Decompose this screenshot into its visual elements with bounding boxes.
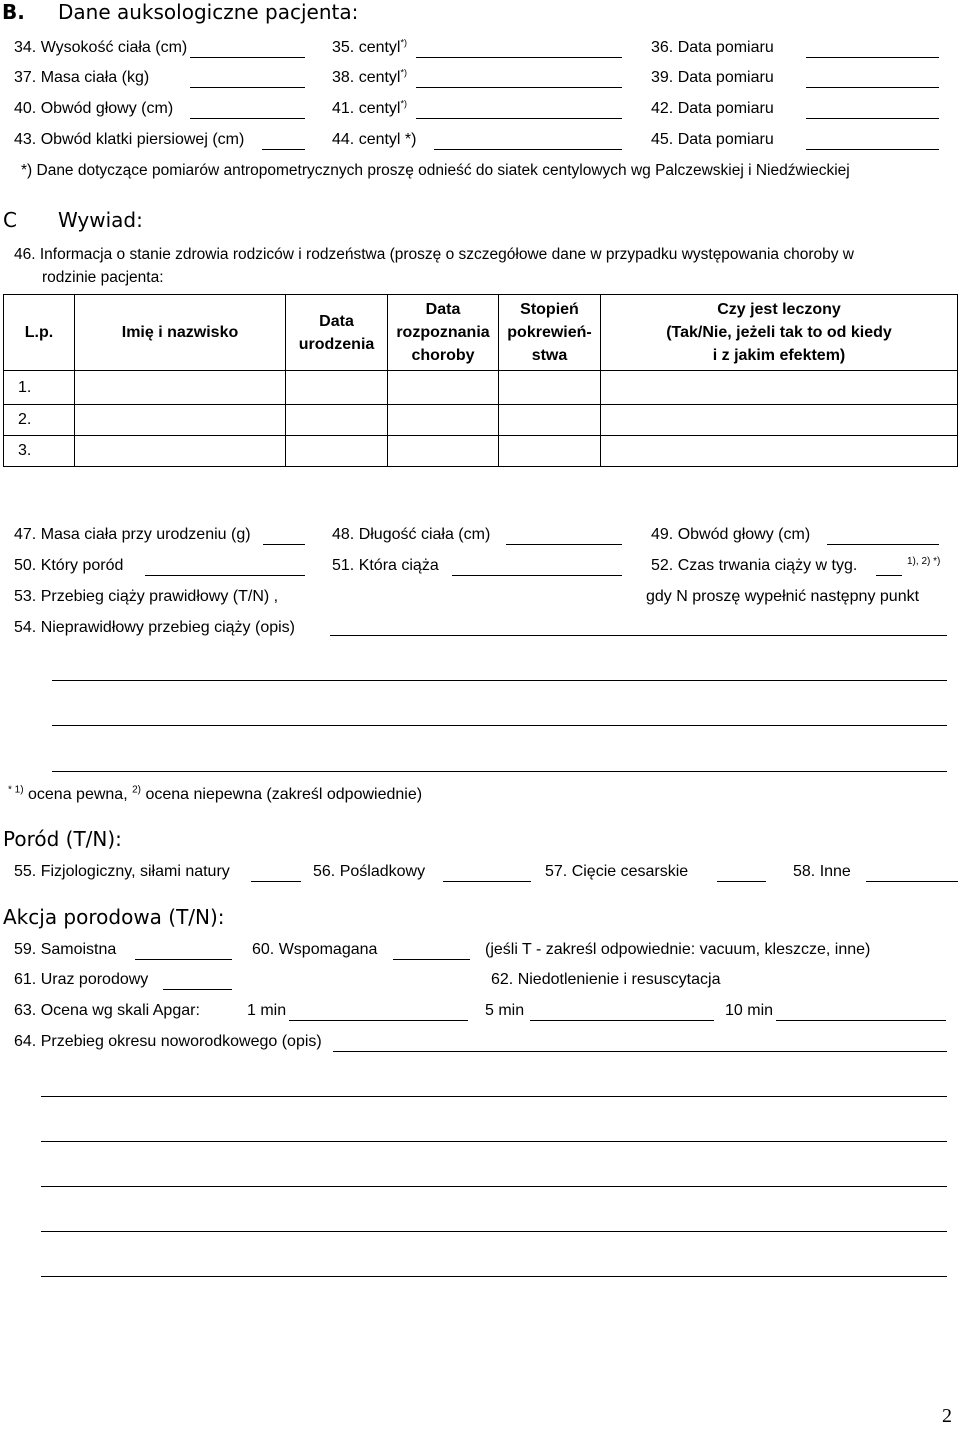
field-43-input[interactable] [262, 149, 305, 150]
cell-kinship[interactable] [499, 405, 601, 436]
col-lp-header: L.p. [4, 295, 75, 371]
field-45-label: 45. Data pomiaru [651, 131, 774, 148]
field-57-label: 57. Cięcie cesarskie [545, 863, 689, 880]
apgar-1min-label: 1 min [247, 1002, 287, 1019]
field-39-input[interactable] [806, 87, 939, 88]
field-48-input[interactable] [506, 544, 622, 545]
field-64-input[interactable] [333, 1051, 947, 1052]
field-48-label: 48. Długość ciała (cm) [332, 526, 491, 543]
page-number: 2 [942, 1405, 952, 1427]
field-43-label: 43. Obwód klatki piersiowej (cm) [14, 131, 245, 148]
cell-kinship[interactable] [499, 371, 601, 405]
row-number: 1. [4, 371, 75, 405]
delivery-title: Poród (T/N): [3, 827, 122, 851]
apgar-1min-input[interactable] [289, 1020, 468, 1021]
cell-treated[interactable] [601, 371, 958, 405]
field-44-label: 44. centyl *) [332, 131, 417, 148]
cell-name[interactable] [75, 371, 286, 405]
certainty-footnote: $^{* 1)}$ ocena pewna, $^{2)}$ ocena niepewna (zakreśl odpowiednie) [8, 784, 423, 803]
field-38-input[interactable] [416, 87, 622, 88]
field-54-line-4[interactable] [52, 771, 947, 772]
field-55-input[interactable] [251, 881, 301, 882]
field-42-input[interactable] [806, 118, 939, 119]
field-54-line-2[interactable] [52, 680, 947, 681]
cell-treated[interactable] [601, 436, 958, 467]
field-51-label: 51. Która ciąża [332, 557, 439, 574]
col-treated-header: Czy jest leczony (Tak/Nie, jeżeli tak to od kiedy i z jakim efektem) [601, 295, 958, 371]
family-health-table [3, 294, 958, 467]
field-62-label: 62. Niedotlenienie i resuscytacja [491, 971, 721, 988]
field-41-label: 41. centyl*) [332, 98, 407, 117]
apgar-10min-label: 10 min [725, 1002, 774, 1019]
field-44-input[interactable] [434, 149, 622, 150]
field-36-input[interactable] [806, 57, 939, 58]
cell-name[interactable] [75, 436, 286, 467]
field-34-input[interactable] [190, 57, 305, 58]
section-c-title: Wywiad: [58, 208, 143, 232]
field-37-label: 37. Masa ciała (kg) [14, 69, 150, 86]
field-38-label: 38. centyl*) [332, 67, 407, 86]
field-57-input[interactable] [717, 881, 766, 882]
field-40-label: 40. Obwód głowy (cm) [14, 100, 174, 117]
field-56-input[interactable] [443, 881, 531, 882]
field-64-line-4[interactable] [41, 1186, 947, 1187]
field-56-label: 56. Pośladkowy [313, 863, 426, 880]
apgar-10min-input[interactable] [776, 1020, 946, 1021]
field-54-line-3[interactable] [52, 725, 947, 726]
field-47-input[interactable] [263, 544, 305, 545]
cell-name[interactable] [75, 405, 286, 436]
field-49-label: 49. Obwód głowy (cm) [651, 526, 811, 543]
field-58-input[interactable] [866, 881, 958, 882]
field-59-label: 59. Samoistna [14, 941, 117, 958]
field-59-input[interactable] [135, 959, 232, 960]
field-49-input[interactable] [827, 544, 939, 545]
field-52-input[interactable] [876, 575, 902, 576]
field-61-label: 61. Uraz porodowy [14, 971, 149, 988]
field-39-label: 39. Data pomiaru [651, 69, 774, 86]
cell-dob[interactable] [286, 436, 388, 467]
cell-diagnosis[interactable] [388, 436, 499, 467]
row-number: 2. [4, 405, 75, 436]
field-40-input[interactable] [190, 118, 305, 119]
field-35-input[interactable] [416, 57, 622, 58]
field-47-label: 47. Masa ciała przy urodzeniu (g) [14, 526, 251, 543]
labor-title: Akcja porodowa (T/N): [3, 905, 225, 929]
field-64-line-5[interactable] [41, 1231, 947, 1232]
apgar-5min-label: 5 min [485, 1002, 525, 1019]
field-53-label: 53. Przebieg ciąży prawidłowy (T/N) , [14, 588, 279, 605]
field-53-instruction: gdy N proszę wypełnić następny punkt [646, 588, 920, 605]
field-50-label: 50. Który poród [14, 557, 124, 574]
section-b-letter: B. [2, 0, 25, 24]
section-c-letter: C [3, 208, 17, 232]
cell-diagnosis[interactable] [388, 405, 499, 436]
field-36-label: 36. Data pomiaru [651, 39, 774, 56]
field-52-footnote-ref: 1), 2) *) [907, 556, 941, 567]
field-64-line-2[interactable] [41, 1096, 947, 1097]
field-55-label: 55. Fizjologiczny, siłami natury [14, 863, 230, 880]
field-63-label: 63. Ocena wg skali Apgar: [14, 1002, 200, 1019]
cell-kinship[interactable] [499, 436, 601, 467]
table-row [4, 371, 958, 405]
field-64-line-3[interactable] [41, 1141, 947, 1142]
field-64-label: 64. Przebieg okresu noworodkowego (opis) [14, 1033, 322, 1050]
field-41-input[interactable] [416, 118, 622, 119]
table-row [4, 436, 958, 467]
field-60-note: (jeśli T - zakreśl odpowiednie: vacuum, kleszcze, inne) [485, 941, 871, 958]
cell-treated[interactable] [601, 405, 958, 436]
q46-line1: 46. Informacja o stanie zdrowia rodziców i rodzeństwa (proszę o szczegółowe dane w przypadku występowania choroby w [14, 246, 854, 263]
table-row [4, 405, 958, 436]
field-61-input[interactable] [163, 989, 232, 990]
field-54-input[interactable] [330, 635, 947, 636]
q46-line2: rodzinie pacjenta: [42, 269, 164, 286]
field-45-input[interactable] [806, 149, 939, 150]
field-51-input[interactable] [452, 575, 622, 576]
cell-dob[interactable] [286, 405, 388, 436]
col-name-header: Imię i nazwisko [75, 295, 286, 371]
cell-diagnosis[interactable] [388, 371, 499, 405]
apgar-5min-input[interactable] [530, 1020, 714, 1021]
col-dob-header: Data urodzenia [286, 295, 388, 371]
field-52-label: 52. Czas trwania ciąży w tyg. [651, 557, 858, 574]
field-58-label: 58. Inne [793, 863, 851, 880]
field-64-line-6[interactable] [41, 1276, 947, 1277]
col-kinship-header: Stopień pokrewień- stwa [499, 295, 601, 371]
section-b-title: Dane auksologiczne pacjenta: [58, 0, 359, 24]
field-35-label: 35. centyl*) [332, 37, 407, 56]
centile-note: *) Dane dotyczące pomiarów antropometrycznych proszę odnieść do siatek centylowych wg Palczewskiej i Niedźwieckiej [21, 162, 850, 179]
field-37-input[interactable] [190, 87, 305, 88]
field-50-input[interactable] [145, 575, 305, 576]
col-diagnosis-header: Data rozpoznania choroby [388, 295, 499, 371]
row-number: 3. [4, 436, 75, 467]
field-60-input[interactable] [393, 959, 470, 960]
field-42-label: 42. Data pomiaru [651, 100, 774, 117]
field-54-label: 54. Nieprawidłowy przebieg ciąży (opis) [14, 619, 296, 636]
field-60-label: 60. Wspomagana [252, 941, 378, 958]
cell-dob[interactable] [286, 371, 388, 405]
field-34-label: 34. Wysokość ciała (cm) [14, 39, 188, 56]
